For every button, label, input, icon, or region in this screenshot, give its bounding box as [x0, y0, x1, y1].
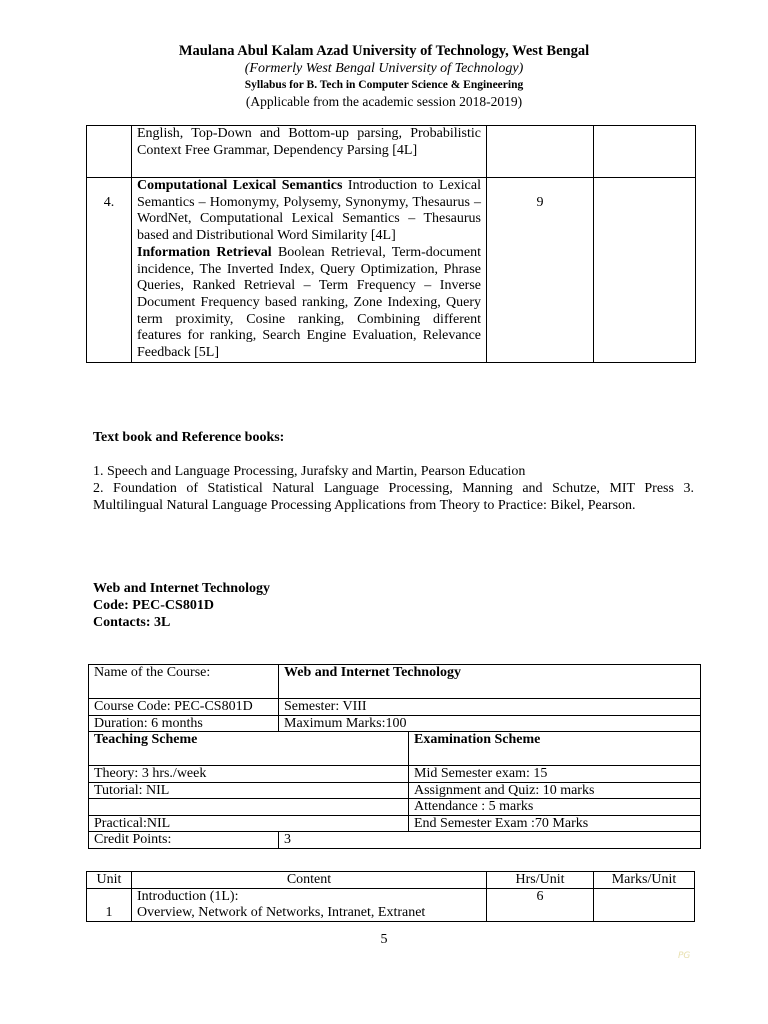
credit-label: Credit Points: [89, 832, 279, 849]
topic-text: Boolean Retrieval, Term-document incidence, The Inverted Index, Query Optimization, Phrase Queries, Ranked Retrieval – Term Frequency – Inverse Document Frequency based ranking, Zone Indexing, Query term proximity, Cosine ranking, Combining different features for ranking, Search Engine Evaluation, Relevance Feedback [5L] [137, 244, 481, 361]
unit-hours: 9 [487, 178, 594, 363]
column-header-marks: Marks/Unit [594, 872, 695, 889]
course-contacts: Contacts: 3L [93, 615, 171, 630]
unit-content: English, Top-Down and Bottom-up parsing, Probabilistic Context Free Grammar, Dependency Parsing [4L] [132, 126, 487, 178]
university-name: Maulana Abul Kalam Azad University of Technology, West Bengal [178, 43, 590, 59]
column-header-content: Content [132, 872, 487, 889]
unit-topics: Overview, Network of Networks, Intranet, Extranet [137, 905, 426, 920]
course-code-cell: Course Code: PEC-CS801D [89, 699, 279, 716]
table-row [89, 665, 701, 699]
table-row [87, 178, 696, 363]
credit-value: 3 [279, 832, 701, 849]
duration-cell: Duration: 6 months [89, 715, 279, 732]
table-row [89, 766, 701, 783]
table-row [89, 815, 701, 832]
unit-content [132, 178, 487, 363]
page-number: 5 [380, 932, 388, 947]
table-row [89, 699, 701, 716]
unit-hours: 6 [487, 889, 594, 922]
mid-sem-cell: Mid Semester exam: 15 [409, 766, 701, 783]
book-item: 2. Foundation of Statistical Natural Language Processing, Manning and Schutze, MIT Press 3. Multilingual Natural Language Processing Applications from Theory to Practice: Bikel, Pearson. [93, 481, 694, 513]
topic-title: Computational Lexical Semantics [137, 178, 343, 193]
syllabus-title: Syllabus for B. Tech in Computer Science & Engineering [244, 79, 524, 91]
books-heading: Text book and Reference books: [93, 430, 285, 445]
applicable-session: (Applicable from the academic session 2018-2019) [245, 94, 523, 109]
course-name-label: Name of the Course: [89, 665, 279, 699]
unit-number: 4. [87, 178, 132, 363]
attendance-cell: Attendance : 5 marks [409, 799, 701, 816]
unit-content [132, 889, 487, 922]
unit-heading: Introduction (1L): [137, 889, 239, 904]
course-title: Web and Internet Technology [93, 581, 270, 596]
table-row [89, 715, 701, 732]
table-row [89, 832, 701, 849]
watermark: PG [678, 951, 691, 961]
table-row [87, 126, 696, 178]
unit-number: 1 [87, 889, 132, 922]
former-name: (Formerly West Bengal University of Technology) [244, 61, 524, 76]
theory-cell: Theory: 3 hrs./week [89, 766, 409, 783]
course-code: Code: PEC-CS801D [93, 598, 214, 613]
tutorial-cell: Tutorial: NIL [89, 782, 409, 799]
column-header-hours: Hrs/Unit [487, 872, 594, 889]
assignment-cell: Assignment and Quiz: 10 marks [409, 782, 701, 799]
column-header-unit: Unit [87, 872, 132, 889]
practical-cell: Practical:NIL [89, 815, 409, 832]
unit-table-top [86, 125, 696, 363]
table-row [87, 889, 695, 922]
course-name-value: Web and Internet Technology [279, 665, 701, 699]
max-marks-cell: Maximum Marks:100 [279, 715, 701, 732]
teaching-scheme-heading: Teaching Scheme [89, 732, 409, 766]
topic-text: Introduction to Lexical Semantics – Homonymy, Polysemy, Synonymy, Thesaurus – WordNet, Computational Lexical Semantics – Thesaurus based and Distributional Word Similarity [4L] [137, 178, 481, 244]
topic-title: Information Retrieval [137, 244, 272, 260]
table-row [89, 732, 701, 766]
exam-scheme-heading: Examination Scheme [409, 732, 701, 766]
semester-cell: Semester: VIII [279, 699, 701, 716]
book-item: 1. Speech and Language Processing, Jurafsky and Martin, Pearson Education [93, 464, 526, 479]
table-row [89, 782, 701, 799]
table-row [87, 872, 695, 889]
unit-table-bottom [86, 871, 695, 922]
end-sem-cell: End Semester Exam :70 Marks [409, 815, 701, 832]
table-row [89, 799, 701, 816]
course-details-table [88, 664, 701, 849]
